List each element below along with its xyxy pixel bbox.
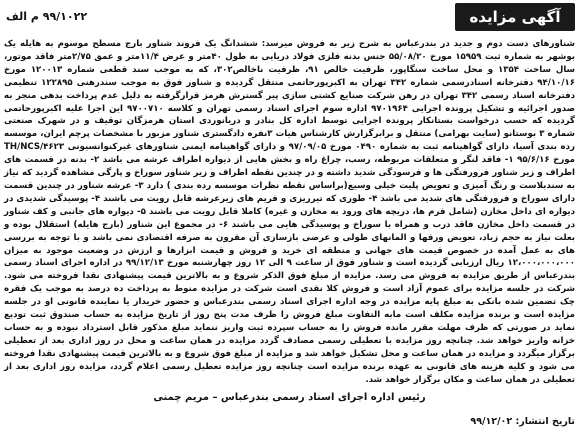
- publish-date: تاریخ انتشار: ۹۹/۱۲/۰۲: [470, 416, 575, 427]
- notice-header: [4, 3, 575, 33]
- notice-title: آگهی مزایده: [455, 3, 575, 31]
- notice-body-text: شناورهای دست دوم و جدید در بندرعباس به شرح زیر به فروش میرسد: ششدانگ یک فروند شناور بارج مسطح موسوم به هایله یک بوشهر به شماره ثبت ۱۵۹۵۹ مورخ ۵۵/۰۸/۲۰ جنس بدنه فلزی فولاد دریایی به طول ۴۰متر و عرض ۱۱/۴متر و عمق ۲/۷۵متر فاقد موتور، سال ساخت ۱۳۵۴ و محل ساخت سنگاپور، ظرفیت خالص ۹۱، ظرفیت ناخالص۳۰۲، که به موجب سند قطعی شماره ۱۲۰۰۱۳ مورخ ۹۴/۱۰/۱۶ دفترخانه اسنادرسمی شماره ۳۴۲ تهران به اکبرپورحاتمی منتقل گردیده و شناور فوق به موجب سندرهنی ۱۲۲۸۹۵ تنظیمی دفترخانه اسناد رسمی ۳۴۲ تهران در رهن شرکت صنایع کشتی سازی پیر گسترش هرمز قرارگرفته به دلیل عدم پرداخت بدهی منجر به صدور اجرائیه و تشکیل پرونده اجرایی ۹۷۰۱۹۶۴ اداره سوم اجرای اسناد رسمی تهران و کلاسه ۹۷۰۰۷۱۰ این اجرا علیه اکبرپورحاتمی گردیده که حسب درخواست بستانکار پرونده اجرایی توسط اداره کل بنادر و دریانوردی استان هرمزگان توقیف و در شهرک صنعتی شماره ۳ بوستانو (سایت بهرامی) منتقل و برابرگزارش کارشناس هیات ۳نفره دادگستری شناور مزبور با مشخصات پرچم ایران، موسسه رده بندی آسیا، دارای گواهینامه ثبت به شماره ۰۴۹۰ مورخ ۹۷/۰۹/۰۵ و دارای گواهینامه ایمنی شناورهای غیرکنوانسیونی TH/NCS/۴۶۲۳ مورخ ۹۵/۶/۱۶ ۱- فاقد لنگر و متعلقات مربوطه، رسب، چراغ راه و بخش هایی از دیواره اطراف عرشه می باشد ۲- بدنه در قسمت های اطراف و زیر شناور فرورفتگی ها و فرسودگی شدید داشته و در چندین نقطه اطراف و زیر شناور سوراخ و پارگی مشاهده گردید که نیاز به سندبلاست و رنگ آمیزی و تعویض پلیت خیلی وسیع(براساس نقطه نظرات موسسه رده بندی ) دارد ۳- عرشه شناور در چندین قسمت دارای سوراخ و فرورفتگی های شدید می باشد ۴- طوری که تیرریزی و فریم های زیرعرشه قابل رویت می باشند ۴- پوسیدگی شدیدی در دیواره ای داخل مخازن (شامل فرم ها، دریچه های ورود به مخازن و غیره) کاملا قابل رویت می باشند ۵- دیواره های جانبی و کف شناور در قسمت داخل مخازن فاقد درب و همراه با سوراخ و پوسیدگی هایی می باشند ۶- در مجموع این شناور (بارج هایله) استقلال بوده و بعلت نیاز به حجم زیاد، تعویض ورقها و المانهای طولی و عرضی بازسازی آن مقرون به صرفه اقتصادی نمی باشد و با توجه به بررسی های به عمل آمده در خصوص قیمت های جهانی و منطقه ای خرید و فروش و قیمت ابزارها و ارزش در وضعیت موجود به میزان ۱۲،۰۰۰،۰۰۰،۰۰۰ ریال ارزیابی گردیده است و شناور فوق از ساعت ۹ الی ۱۲ روز چهارشنبه مورخ ۹۹/۱۲/۱۳ در اداره اجرای اسناد رسمی بندرعباس از طریق مزایده به فروش می رسد. مزایده از مبلغ فوق الذکر شروع و به بالاترین قیمت پیشنهادی نقدا فروخته می شود. شرکت در جلسه مزایده برای عموم آزاد است و فروش کلا نقدی است شرکت در مزایده منوط به پرداخت ده درصد به موجب یک فقره چک تضمین شده بانکی به مبلغ پایه مزایده در وجه اداره اجرای اسناد رسمی بندرعباس و حضور خریدار یا نماینده قانونی او در جلسه مزایده است و برنده مزایده مکلف است مابه التفاوت مبلغ فروش را ظرف مدت پنج روز از تاریخ مزایده به حساب صندوق ثبت تودیع نماید در صورتی که ظرف مهلت مقرر مانده فروش را به حساب سپرده ثبت واریز ننماید مبلغ مذکور قابل استرداد نبوده و به حساب خزانه واریز خواهد شد. چنانچه روز مزایده با تعطیلی رسمی مصادف گردد مزایده در همان ساعت و محل در روز اداری بعد از تعطیلی برگزار میگردد و مزایده در همان ساعت و محل تشکیل خواهد شد و مزایده از مبلغ فوق شروع و به بالاترین قیمت پیشنهادی نقدا فروخته می شود و کلیه هزینه های قانونی به عهده برنده مزایده است چنانچه روز مزایده تعطیل رسمی اعلام گردد، مزایده روز اداری بعد از تعطیلی در همان ساعت و مکان برگزار خواهد شد.: [4, 39, 576, 385]
- signature-line: رئیس اداره اجرای اسناد رسمی بندرعباس – مریم چمنی: [153, 392, 426, 403]
- notice-code: ۹۹/۱۰۲۲ م الف: [6, 10, 88, 23]
